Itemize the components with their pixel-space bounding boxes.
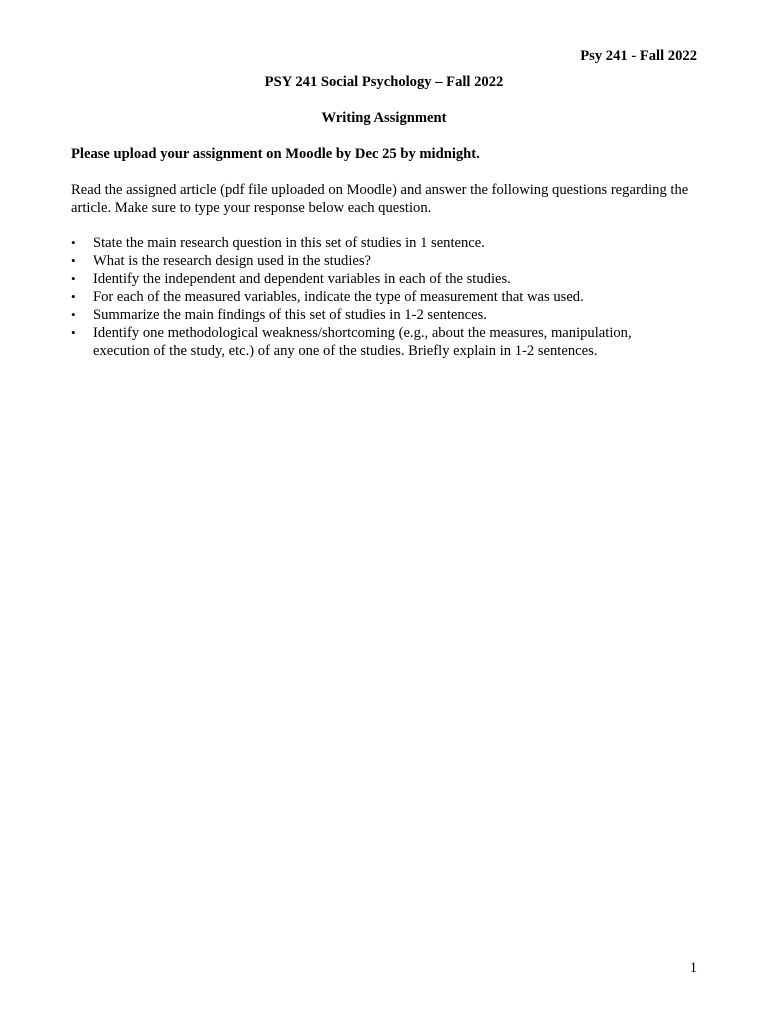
bullet-icon: • (71, 271, 76, 286)
running-head: Psy 241 - Fall 2022 (580, 48, 697, 64)
question-item (71, 324, 671, 360)
page-number: 1 (689, 960, 697, 976)
bullet-icon: • (71, 253, 76, 268)
question-item (71, 270, 671, 288)
bullet-icon: • (71, 289, 76, 304)
submission-deadline: Please upload your assignment on Moodle by Dec 25 by midnight. (71, 146, 480, 162)
question-text: Identify the independent and dependent variables in each of the studies. (93, 271, 511, 287)
question-item (71, 252, 671, 270)
question-text: State the main research question in this set of studies in 1 sentence. (93, 235, 485, 251)
question-item (71, 306, 671, 324)
course-title: PSY 241 Social Psychology – Fall 2022 (264, 74, 504, 90)
bullet-icon: • (71, 307, 76, 322)
question-text: What is the research design used in the studies? (93, 253, 372, 269)
question-text: Identify one methodological weakness/shortcoming (e.g., about the measures, manipulation, execution of the study, etc.) of any one of the studies. Briefly explain in 1-2 sentences. (93, 325, 632, 359)
instructions-paragraph: Read the assigned article (pdf file uploaded on Moodle) and answer the following questions regarding the article. Make sure to type your response below each question. (71, 182, 689, 216)
bullet-icon: • (71, 235, 76, 250)
question-list (71, 234, 671, 360)
question-text: For each of the measured variables, indicate the type of measurement that was used. (93, 289, 584, 305)
bullet-icon: • (71, 325, 76, 340)
question-item (71, 234, 671, 252)
question-item (71, 288, 671, 306)
question-text: Summarize the main findings of this set of studies in 1-2 sentences. (93, 307, 487, 323)
assignment-title: Writing Assignment (321, 110, 447, 126)
